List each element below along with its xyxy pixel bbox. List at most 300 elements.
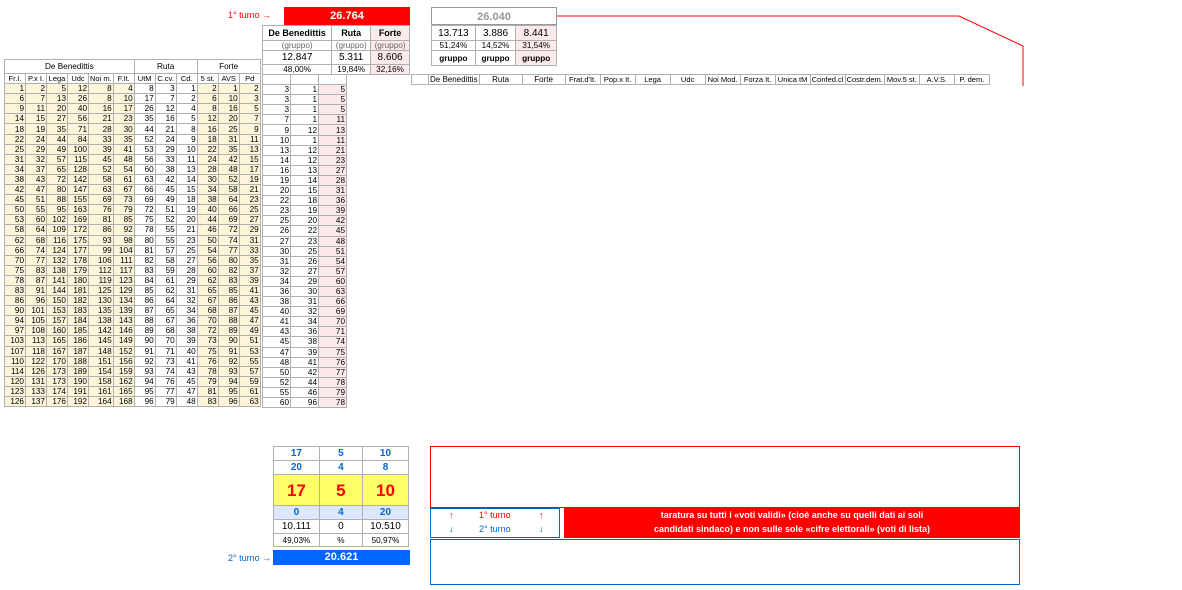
- col-header: AVS: [218, 74, 239, 84]
- left-cell: 34: [5, 164, 26, 174]
- left-cell: 31: [218, 134, 239, 144]
- rank-cell: 27: [319, 165, 347, 175]
- table-row: [263, 266, 347, 276]
- rank-cell: 75: [319, 347, 347, 357]
- left-cell: 72: [134, 205, 155, 215]
- left-cell: 41: [113, 144, 134, 154]
- left-cell: 35: [47, 124, 68, 134]
- left-cell: 157: [47, 316, 68, 326]
- left-cell: 119: [89, 275, 114, 285]
- rank-cell: 13: [319, 125, 347, 135]
- left-cell: 1: [218, 84, 239, 94]
- left-cell: 96: [134, 397, 155, 407]
- left-cell: 98: [113, 235, 134, 245]
- left-cell: 90: [5, 306, 26, 316]
- left-cell: 16: [197, 124, 218, 134]
- left-cell: 65: [197, 285, 218, 295]
- table-row: [263, 186, 347, 196]
- ballot-pct: 49,03%: [274, 534, 320, 547]
- left-cell: 11: [239, 134, 260, 144]
- turno-toggle: [430, 508, 560, 538]
- left-cell: 64: [26, 225, 47, 235]
- left-cell: 66: [5, 245, 26, 255]
- left-cell: 23: [113, 114, 134, 124]
- left-cell: 29: [239, 225, 260, 235]
- left-cell: 186: [68, 336, 89, 346]
- left-cell: 63: [89, 185, 114, 195]
- left-cell: 158: [89, 376, 114, 386]
- rank-cell: 27: [263, 236, 291, 246]
- left-cell: 25: [176, 245, 197, 255]
- left-cell: 74: [155, 366, 176, 376]
- left-cell: 16: [89, 104, 114, 114]
- left-cell: 87: [218, 306, 239, 316]
- left-cell: 86: [134, 296, 155, 306]
- left-cell: 56: [197, 255, 218, 265]
- rank-cell: 52: [263, 377, 291, 387]
- left-cell: 126: [26, 366, 47, 376]
- left-cell: 1: [176, 84, 197, 94]
- left-cell: 78: [134, 225, 155, 235]
- left-cell: 8: [176, 124, 197, 134]
- left-cell: 70: [197, 316, 218, 326]
- left-cell: 6: [5, 94, 26, 104]
- left-cell: 4: [176, 104, 197, 114]
- turno2-total: 20.621: [273, 550, 410, 565]
- table-row: [263, 236, 347, 246]
- cand-pct: 31,54%: [516, 41, 557, 51]
- left-cell: 85: [134, 285, 155, 295]
- seats-big: 10: [362, 475, 408, 506]
- left-cell: 94: [218, 376, 239, 386]
- rank-cell: 12: [291, 145, 319, 155]
- left-cell: 83: [197, 397, 218, 407]
- left-cell: 51: [155, 205, 176, 215]
- left-cell: 116: [47, 235, 68, 245]
- left-cell: 184: [68, 316, 89, 326]
- left-cell: 54: [113, 164, 134, 174]
- left-cell: 35: [239, 255, 260, 265]
- table-row: [263, 337, 347, 347]
- left-cell: 176: [47, 397, 68, 407]
- table-row: [5, 265, 261, 275]
- turno1-other-total: 26.040: [431, 7, 557, 25]
- left-cell: 104: [113, 245, 134, 255]
- rank-cell: 76: [319, 357, 347, 367]
- col-header: De Benedittis: [430, 75, 478, 85]
- left-cell: 67: [197, 296, 218, 306]
- left-cell: 52: [155, 215, 176, 225]
- left-cell: 79: [155, 397, 176, 407]
- left-cell: 80: [134, 235, 155, 245]
- rank-cell: 3: [263, 95, 291, 105]
- col-header: Noi m.: [90, 74, 112, 84]
- left-cell: 10: [218, 94, 239, 104]
- table-row: [5, 114, 261, 124]
- left-cell: 27: [47, 114, 68, 124]
- seats-r2: 4: [319, 461, 362, 475]
- left-cell: 44: [47, 134, 68, 144]
- left-cell: 185: [68, 326, 89, 336]
- left-cell: 89: [134, 326, 155, 336]
- left-cell: 66: [134, 185, 155, 195]
- table-row: [5, 296, 261, 306]
- table-row: [5, 215, 261, 225]
- turno1-total: 26.764: [284, 7, 410, 25]
- left-cell: 27: [176, 255, 197, 265]
- left-cell: 24: [197, 154, 218, 164]
- left-cell: 170: [47, 356, 68, 366]
- rank-cell: 12: [291, 155, 319, 165]
- rank-cell: 9: [263, 125, 291, 135]
- table-row: [263, 216, 347, 226]
- left-cell: 32: [176, 296, 197, 306]
- left-cell: 96: [26, 296, 47, 306]
- list-header: Udc: [670, 75, 705, 85]
- left-cell: 102: [47, 215, 68, 225]
- left-cell: 168: [113, 397, 134, 407]
- left-cell: 75: [5, 265, 26, 275]
- rank-cell: 60: [319, 276, 347, 286]
- table-row: [263, 246, 347, 256]
- table-row: [5, 366, 261, 376]
- up-arrow-icon: ↑: [539, 510, 544, 520]
- left-cell: 72: [218, 225, 239, 235]
- table-row: [5, 336, 261, 346]
- left-cell: 117: [113, 265, 134, 275]
- taratura-note: [564, 508, 1020, 538]
- rank-cell: 51: [319, 246, 347, 256]
- left-cell: 2: [26, 84, 47, 94]
- rank-cell: 54: [319, 256, 347, 266]
- col-header: P.x I.: [26, 74, 47, 84]
- left-cell: 49: [47, 144, 68, 154]
- left-cell: 134: [113, 296, 134, 306]
- table-row: [5, 356, 261, 366]
- left-cell: 42: [218, 154, 239, 164]
- left-cell: 12: [155, 104, 176, 114]
- seats-r1: 17: [274, 447, 320, 461]
- left-cell: 13: [239, 144, 260, 154]
- left-cell: 73: [155, 356, 176, 366]
- left-cell: 82: [218, 265, 239, 275]
- rank-cell: 10: [263, 135, 291, 145]
- rank-cell: 50: [263, 367, 291, 377]
- rank-cell: 40: [263, 307, 291, 317]
- left-cell: 73: [113, 195, 134, 205]
- left-cell: 80: [218, 255, 239, 265]
- left-cell: 28: [176, 265, 197, 275]
- left-cell: 110: [5, 356, 26, 366]
- left-cell: 129: [113, 285, 134, 295]
- left-cell: 17: [134, 94, 155, 104]
- left-cell: 53: [134, 144, 155, 154]
- rank-cell: 25: [263, 216, 291, 226]
- left-cell: 44: [197, 215, 218, 225]
- left-cell: 77: [155, 386, 176, 396]
- left-cell: 151: [89, 356, 114, 366]
- left-cell: 18: [197, 134, 218, 144]
- left-cell: 41: [239, 285, 260, 295]
- left-cell: 142: [89, 326, 114, 336]
- list-header: Confed.cl: [811, 75, 844, 85]
- left-cell: 23: [239, 195, 260, 205]
- left-cell: 29: [26, 144, 47, 154]
- left-cell: 26: [134, 104, 155, 114]
- taratura-line2: candidati sindaco) e non sulle sole «cifre elettorali» (voti di lista): [653, 524, 931, 534]
- left-cell: 159: [113, 366, 134, 376]
- ballot-votes: 10.510: [362, 520, 408, 534]
- left-cell: 51: [239, 336, 260, 346]
- left-cell: 74: [26, 245, 47, 255]
- col-header: Forte: [522, 75, 565, 85]
- left-cell: 139: [113, 306, 134, 316]
- left-cell: 49: [155, 195, 176, 205]
- left-cell: 146: [113, 326, 134, 336]
- rank-cell: 23: [291, 236, 319, 246]
- left-cell: 35: [218, 144, 239, 154]
- left-cell: 70: [155, 336, 176, 346]
- gruppo-pct: 19,84%: [332, 65, 371, 75]
- table-row: [5, 285, 261, 295]
- left-cell: 108: [26, 326, 47, 336]
- left-cell: 155: [68, 195, 89, 205]
- table-row: [5, 376, 261, 386]
- rank-cell: 46: [291, 387, 319, 397]
- rank-cell: 43: [263, 327, 291, 337]
- rank-cell: 32: [263, 266, 291, 276]
- left-cell: 37: [239, 265, 260, 275]
- left-cell: 84: [68, 134, 89, 144]
- table-row: [5, 275, 261, 285]
- left-cell: 10: [176, 144, 197, 154]
- left-cell: 52: [134, 134, 155, 144]
- table-row: [5, 235, 261, 245]
- seats-r2: 8: [362, 461, 408, 475]
- left-cell: 55: [155, 225, 176, 235]
- rank-cell: 48: [263, 357, 291, 367]
- left-cell: 32: [26, 154, 47, 164]
- col-header: Udc: [68, 74, 89, 84]
- left-cell: 4: [113, 84, 134, 94]
- list-header: Mov.5 st.: [884, 75, 919, 85]
- left-cell: 114: [5, 366, 26, 376]
- list-header: A.V.S.: [919, 75, 954, 85]
- rank-cell: 11: [319, 115, 347, 125]
- left-cell: 164: [89, 397, 114, 407]
- rank-cell: 41: [263, 317, 291, 327]
- left-cell: 35: [113, 134, 134, 144]
- left-cell: 45: [5, 195, 26, 205]
- table-row: [5, 195, 261, 205]
- left-cell: 75: [134, 215, 155, 225]
- rank-cell: 45: [319, 226, 347, 236]
- left-cell: 50: [197, 235, 218, 245]
- left-cell: 8: [89, 94, 114, 104]
- left-cell: 34: [176, 306, 197, 316]
- left-cell: 16: [155, 114, 176, 124]
- left-cell: 150: [47, 296, 68, 306]
- rank-cell: 23: [263, 206, 291, 216]
- rank-cell: 78: [319, 377, 347, 387]
- left-cell: 103: [5, 336, 26, 346]
- left-cell: 29: [155, 144, 176, 154]
- left-cell: 133: [26, 386, 47, 396]
- up-arrow-icon: ↑: [449, 510, 454, 520]
- seats-block: [273, 446, 409, 547]
- main-table: [411, 74, 990, 85]
- left-cell: 21: [155, 124, 176, 134]
- left-cell: 123: [5, 386, 26, 396]
- left-cell: 8: [134, 84, 155, 94]
- table-row: [5, 124, 261, 134]
- left-cell: 96: [218, 397, 239, 407]
- rank-cell: 28: [319, 175, 347, 185]
- rank-cell: 27: [291, 266, 319, 276]
- rank-cell: 1: [291, 95, 319, 105]
- left-cell: 173: [47, 376, 68, 386]
- left-cell: 115: [68, 154, 89, 164]
- rank-cell: 31: [263, 256, 291, 266]
- rank-cell: 14: [291, 175, 319, 185]
- table-row: [263, 175, 347, 185]
- table-row: [5, 326, 261, 336]
- left-cell: 180: [68, 275, 89, 285]
- left-cell: 43: [239, 296, 260, 306]
- left-cell: 160: [47, 326, 68, 336]
- left-cell: 37: [26, 164, 47, 174]
- gruppo-pct: 32,16%: [371, 65, 410, 75]
- left-cell: 1: [5, 84, 26, 94]
- seats-r2: 20: [274, 461, 320, 475]
- left-cell: 81: [89, 215, 114, 225]
- cand-gruppo: (gruppo): [371, 41, 410, 51]
- left-cell: 122: [26, 356, 47, 366]
- table-row: [263, 276, 347, 286]
- col-header: Fr.I.: [5, 74, 26, 84]
- rank-cell: 20: [291, 216, 319, 226]
- rank-cell: 19: [291, 206, 319, 216]
- left-cell: 177: [68, 245, 89, 255]
- left-cell: 66: [218, 205, 239, 215]
- left-cell: 26: [68, 94, 89, 104]
- left-cell: 167: [47, 346, 68, 356]
- left-cell: 6: [197, 94, 218, 104]
- turno2-label: 2° turno →: [228, 553, 272, 563]
- rank-cell: 63: [319, 286, 347, 296]
- left-cell: 5: [47, 84, 68, 94]
- rank-cell: 20: [263, 186, 291, 196]
- left-cell: 67: [155, 316, 176, 326]
- left-cell: 23: [176, 235, 197, 245]
- left-cell: 138: [89, 316, 114, 326]
- left-cell: 52: [218, 174, 239, 184]
- table-row: [5, 205, 261, 215]
- left-cell: 55: [239, 356, 260, 366]
- left-cell: 25: [239, 205, 260, 215]
- table-row: [5, 164, 261, 174]
- col-header: Lega: [47, 74, 68, 84]
- left-cell: 192: [68, 397, 89, 407]
- left-cell: 39: [239, 275, 260, 285]
- table-row: [263, 327, 347, 337]
- left-cell: 149: [113, 336, 134, 346]
- left-cell: 30: [113, 124, 134, 134]
- left-cell: 82: [134, 255, 155, 265]
- left-cell: 62: [5, 235, 26, 245]
- left-cell: 120: [5, 376, 26, 386]
- left-cell: 130: [89, 296, 114, 306]
- left-cell: 7: [155, 94, 176, 104]
- col-header: 5 st.: [197, 74, 218, 84]
- left-cell: 46: [197, 225, 218, 235]
- rank-cell: 23: [319, 155, 347, 165]
- rank-cell: 78: [319, 398, 347, 408]
- left-cell: 73: [197, 336, 218, 346]
- left-cell: 95: [218, 386, 239, 396]
- left-cell: 61: [239, 386, 260, 396]
- left-cell: 53: [5, 215, 26, 225]
- table-row: [5, 134, 261, 144]
- left-cell: 7: [239, 114, 260, 124]
- left-cell: 178: [68, 255, 89, 265]
- left-cell: 20: [218, 114, 239, 124]
- left-cell: 43: [26, 174, 47, 184]
- table-row: [5, 104, 261, 114]
- taratura-block: [430, 508, 1020, 538]
- rank-cell: 45: [263, 337, 291, 347]
- left-cell: 113: [26, 336, 47, 346]
- left-cell: 175: [68, 235, 89, 245]
- left-cell: 3: [239, 94, 260, 104]
- checks-blue-box: [430, 539, 1020, 585]
- rank-cell: 57: [319, 266, 347, 276]
- col-header: Ruta: [479, 75, 522, 85]
- left-cell: 172: [68, 225, 89, 235]
- left-cell: 60: [197, 265, 218, 275]
- ballot-votes: 10.111: [274, 520, 320, 534]
- left-cell: 11: [26, 104, 47, 114]
- turno1-ref: 1° turno: [479, 510, 511, 520]
- left-cell: 42: [155, 174, 176, 184]
- index-header: [412, 75, 429, 85]
- cand-name: Forte: [371, 26, 410, 41]
- left-cell: 44: [134, 124, 155, 134]
- left-cell: 28: [89, 124, 114, 134]
- left-cell: 99: [89, 245, 114, 255]
- rank-cell: 13: [291, 165, 319, 175]
- left-cell: 154: [89, 366, 114, 376]
- rank-cell: 22: [291, 226, 319, 236]
- left-cell: 49: [239, 326, 260, 336]
- gruppo-label: gruppo: [516, 51, 557, 66]
- left-cell: 33: [239, 245, 260, 255]
- ballot-pct: 50,97%: [362, 534, 408, 547]
- left-cell: 144: [47, 285, 68, 295]
- table-row: [263, 377, 347, 387]
- table-row: [5, 346, 261, 356]
- left-cell: 147: [68, 185, 89, 195]
- left-cell: 118: [26, 346, 47, 356]
- left-cell: 86: [5, 296, 26, 306]
- rank-cell: 34: [263, 276, 291, 286]
- left-cell: 8: [89, 84, 114, 94]
- table-row: [5, 306, 261, 316]
- table-row: [263, 125, 347, 135]
- left-cell: 135: [89, 306, 114, 316]
- cand-gruppo: (gruppo): [332, 41, 371, 51]
- seats-big: 5: [319, 475, 362, 506]
